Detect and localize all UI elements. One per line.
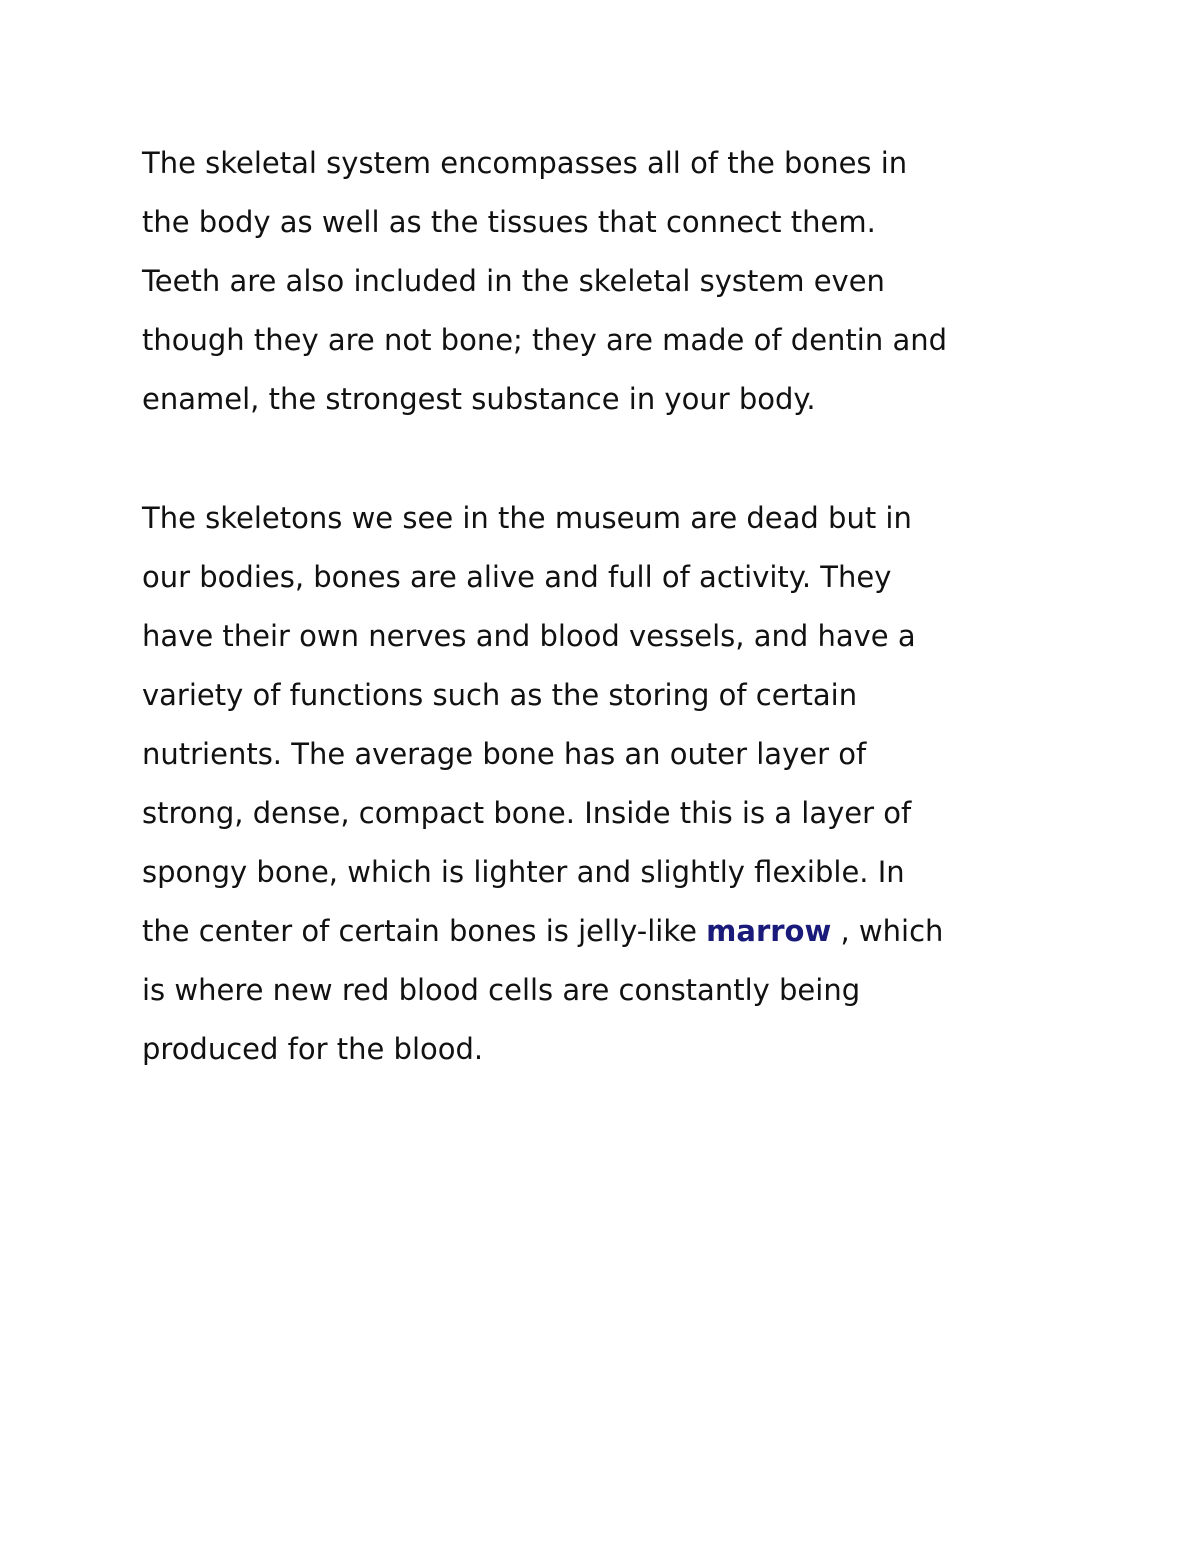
- text-line: variety of functions such as the storing of certain: [142, 678, 858, 712]
- text-line: The skeletons we see in the museum are dead but in: [142, 501, 912, 535]
- text-line: Teeth are also included in the skeletal system even: [142, 264, 885, 298]
- paragraph-living-bones: [142, 489, 1082, 1079]
- paragraph-skeletal-system: [142, 134, 1082, 429]
- text-line: strong, dense, compact bone. Inside this is a layer of: [142, 796, 912, 830]
- text-line: have their own nerves and blood vessels, and have a: [142, 619, 916, 653]
- text-line: spongy bone, which is lighter and slightly flexible. In: [142, 855, 905, 889]
- text-line: our bodies, bones are alive and full of activity. They: [142, 560, 892, 594]
- text-line: produced for the blood.: [142, 1032, 484, 1066]
- text-line: is where new red blood cells are constantly being: [142, 973, 861, 1007]
- text-line: The skeletal system encompasses all of the bones in: [142, 146, 908, 180]
- text-line: nutrients. The average bone has an outer layer of: [142, 737, 867, 771]
- text-line: enamel, the strongest substance in your body.: [142, 382, 816, 416]
- text-line: the body as well as the tissues that connect them.: [142, 205, 876, 239]
- keyword-marrow[interactable]: marrow: [706, 914, 832, 948]
- text-line: though they are not bone; they are made of dentin and: [142, 323, 948, 357]
- keyword-line-after: , which: [831, 914, 944, 948]
- keyword-line-before: the center of certain bones is jelly-like: [142, 914, 707, 948]
- text-line-with-keyword: [142, 902, 1082, 961]
